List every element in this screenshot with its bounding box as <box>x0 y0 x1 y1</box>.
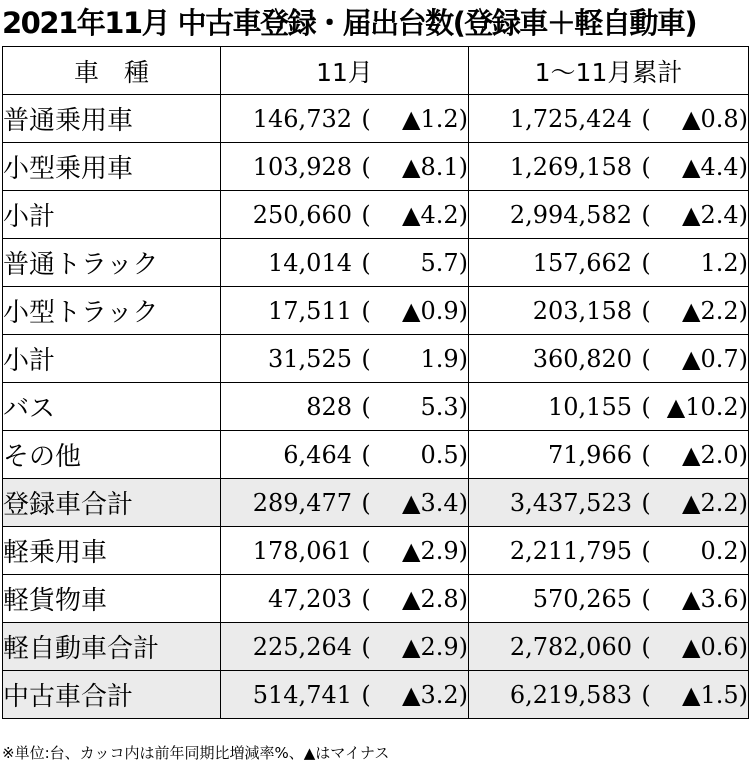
november-cell <box>221 431 469 479</box>
november-count: 146,732 <box>252 104 352 133</box>
paren-open: ( <box>641 152 651 181</box>
cumulative-yoy: ▲0.8) <box>682 104 748 133</box>
table-body <box>3 95 749 719</box>
cumulative-cell <box>469 575 749 623</box>
cumulative-yoy: ▲2.4) <box>682 200 748 229</box>
table-row <box>3 575 749 623</box>
table-row <box>3 527 749 575</box>
cumulative-cell <box>469 143 749 191</box>
november-cell <box>221 527 469 575</box>
vehicle-type: 軽自動車合計 <box>3 623 221 671</box>
november-cell <box>221 335 469 383</box>
vehicle-type: 軽貨物車 <box>3 575 221 623</box>
table-row <box>3 95 749 143</box>
cumulative-cell <box>469 335 749 383</box>
cumulative-count: 6,219,583 <box>509 680 632 709</box>
cumulative-count: 71,966 <box>548 440 632 469</box>
header-november: 11月 <box>221 47 469 95</box>
paren-open: ( <box>641 632 651 661</box>
paren-open: ( <box>641 296 651 325</box>
table-row <box>3 287 749 335</box>
november-cell <box>221 143 469 191</box>
november-count: 103,928 <box>252 152 352 181</box>
cumulative-cell <box>469 671 749 719</box>
november-count: 828 <box>306 392 352 421</box>
november-yoy: ▲2.9) <box>402 632 468 661</box>
cumulative-count: 2,211,795 <box>509 536 632 565</box>
paren-open: ( <box>641 344 651 373</box>
vehicle-type: 小計 <box>3 335 221 383</box>
table-row <box>3 239 749 287</box>
vehicle-type: 小型トラック <box>3 287 221 335</box>
paren-open: ( <box>361 680 371 709</box>
cumulative-yoy: ▲3.6) <box>682 584 748 613</box>
november-cell <box>221 671 469 719</box>
vehicle-type: 普通トラック <box>3 239 221 287</box>
cumulative-cell <box>469 239 749 287</box>
november-count: 289,477 <box>252 488 352 517</box>
cumulative-count: 203,158 <box>532 296 632 325</box>
paren-open: ( <box>361 440 371 469</box>
cumulative-yoy: ▲0.6) <box>682 632 748 661</box>
cumulative-count: 10,155 <box>548 392 632 421</box>
november-yoy: ▲0.9) <box>402 296 468 325</box>
cumulative-count: 2,994,582 <box>509 200 632 229</box>
cumulative-cell <box>469 95 749 143</box>
paren-open: ( <box>361 248 371 277</box>
paren-open: ( <box>641 248 651 277</box>
cumulative-yoy: ▲2.2) <box>682 488 748 517</box>
table-row <box>3 431 749 479</box>
vehicle-type: 中古車合計 <box>3 671 221 719</box>
vehicle-type: その他 <box>3 431 221 479</box>
november-count: 31,525 <box>268 344 352 373</box>
paren-open: ( <box>361 584 371 613</box>
november-cell <box>221 383 469 431</box>
vehicle-type: 小型乗用車 <box>3 143 221 191</box>
paren-open: ( <box>361 152 371 181</box>
table-row <box>3 383 749 431</box>
cumulative-yoy: ▲2.2) <box>682 296 748 325</box>
table-row <box>3 671 749 719</box>
cumulative-count: 570,265 <box>532 584 632 613</box>
paren-open: ( <box>641 536 651 565</box>
cumulative-yoy: ▲0.7) <box>682 344 748 373</box>
cumulative-cell <box>469 431 749 479</box>
november-cell <box>221 575 469 623</box>
paren-open: ( <box>641 488 651 517</box>
cumulative-cell <box>469 527 749 575</box>
november-yoy: ▲3.4) <box>402 488 468 517</box>
table-row <box>3 335 749 383</box>
footnote: ※単位:台、カッコ内は前年同期比増減率%、▲はマイナス <box>2 744 390 762</box>
table-row <box>3 191 749 239</box>
november-yoy: ▲2.9) <box>402 536 468 565</box>
november-cell <box>221 287 469 335</box>
november-cell <box>221 239 469 287</box>
cumulative-yoy: ▲2.0) <box>682 440 748 469</box>
table-row <box>3 479 749 527</box>
cumulative-cell <box>469 191 749 239</box>
table-row <box>3 623 749 671</box>
november-count: 250,660 <box>252 200 352 229</box>
cumulative-cell <box>469 383 749 431</box>
cumulative-yoy: ▲1.5) <box>682 680 748 709</box>
vehicle-type: 軽乗用車 <box>3 527 221 575</box>
paren-open: ( <box>641 200 651 229</box>
november-yoy: 5.3) <box>420 392 468 421</box>
cumulative-count: 1,725,424 <box>509 104 632 133</box>
paren-open: ( <box>641 584 651 613</box>
november-count: 514,741 <box>252 680 352 709</box>
cumulative-yoy: ▲4.4) <box>682 152 748 181</box>
header-row <box>3 47 749 95</box>
table-row <box>3 143 749 191</box>
cumulative-count: 1,269,158 <box>509 152 632 181</box>
cumulative-yoy: 0.2) <box>700 536 748 565</box>
paren-open: ( <box>361 392 371 421</box>
cumulative-yoy: ▲10.2) <box>666 392 748 421</box>
paren-open: ( <box>361 296 371 325</box>
november-yoy: ▲3.2) <box>402 680 468 709</box>
november-cell <box>221 191 469 239</box>
stats-table <box>2 46 749 719</box>
header-cumulative: 1～11月累計 <box>469 47 749 95</box>
november-cell <box>221 479 469 527</box>
november-count: 47,203 <box>268 584 352 613</box>
november-yoy: 0.5) <box>420 440 468 469</box>
november-cell <box>221 95 469 143</box>
paren-open: ( <box>361 536 371 565</box>
november-count: 14,014 <box>268 248 352 277</box>
cumulative-cell <box>469 623 749 671</box>
paren-open: ( <box>361 488 371 517</box>
vehicle-type: 登録車合計 <box>3 479 221 527</box>
cumulative-cell <box>469 479 749 527</box>
november-count: 6,464 <box>283 440 352 469</box>
vehicle-type: 小計 <box>3 191 221 239</box>
november-count: 178,061 <box>252 536 352 565</box>
paren-open: ( <box>641 440 651 469</box>
cumulative-yoy: 1.2) <box>700 248 748 277</box>
cumulative-count: 3,437,523 <box>509 488 632 517</box>
november-yoy: ▲4.2) <box>402 200 468 229</box>
cumulative-count: 2,782,060 <box>509 632 632 661</box>
paren-open: ( <box>641 680 651 709</box>
november-yoy: 1.9) <box>420 344 468 373</box>
cumulative-cell <box>469 287 749 335</box>
cumulative-count: 157,662 <box>532 248 632 277</box>
november-yoy: ▲1.2) <box>402 104 468 133</box>
november-yoy: ▲8.1) <box>402 152 468 181</box>
paren-open: ( <box>361 200 371 229</box>
vehicle-type: 普通乗用車 <box>3 95 221 143</box>
november-count: 17,511 <box>268 296 352 325</box>
november-count: 225,264 <box>252 632 352 661</box>
november-cell <box>221 623 469 671</box>
paren-open: ( <box>361 104 371 133</box>
cumulative-count: 360,820 <box>532 344 632 373</box>
header-type: 車 種 <box>3 47 221 95</box>
november-yoy: 5.7) <box>420 248 468 277</box>
paren-open: ( <box>641 392 651 421</box>
november-yoy: ▲2.8) <box>402 584 468 613</box>
paren-open: ( <box>641 104 651 133</box>
paren-open: ( <box>361 344 371 373</box>
page-title: 2021年11月 中古車登録・届出台数(登録車＋軽自動車) <box>2 6 697 40</box>
paren-open: ( <box>361 632 371 661</box>
vehicle-type: バス <box>3 383 221 431</box>
